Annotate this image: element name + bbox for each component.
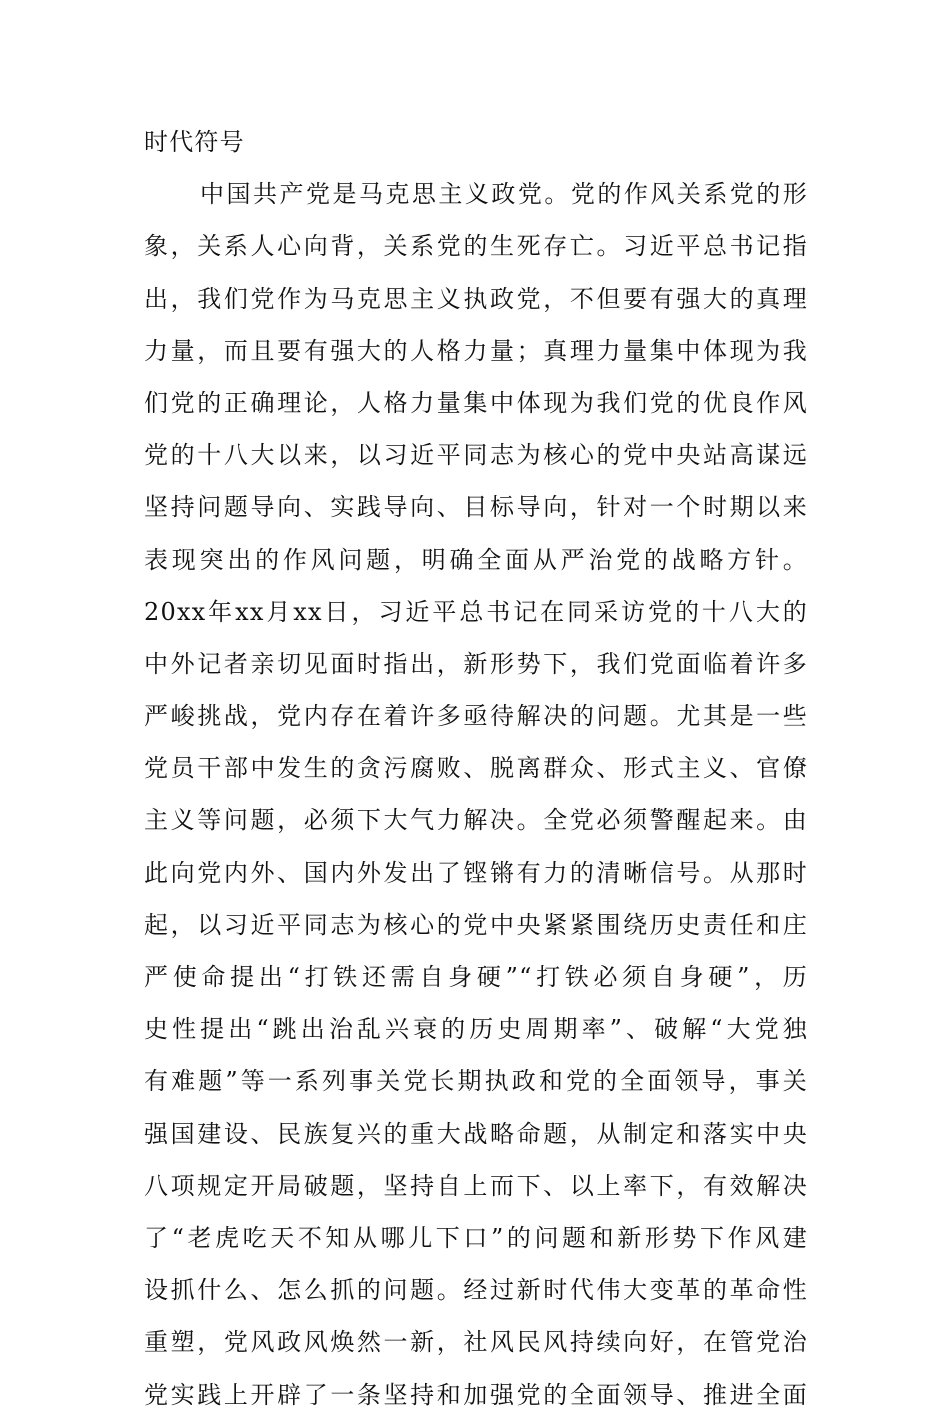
text-line: 中外记者亲切见面时指出，新形势下，我们党面临着许多 xyxy=(144,649,808,678)
text-line: 了“老虎吃天不知从哪儿下口”的问题和新形势下作风建 xyxy=(144,1223,808,1252)
text-line: 中国共产党是马克思主义政党。党的作风关系党的形 xyxy=(200,180,808,209)
text-line: 20xx年xx月xx日，习近平总书记在同采访党的十八大的 xyxy=(144,597,808,626)
text-line: 时代符号 xyxy=(144,128,245,156)
body-text xyxy=(144,116,808,1421)
text-line: 有难题”等一系列事关党长期执政和党的全面领导，事关 xyxy=(144,1067,808,1096)
text-line: 起，以习近平同志为核心的党中央紧紧围绕历史责任和庄 xyxy=(144,910,808,939)
text-line: 象，关系人心向背，关系党的生死存亡。习近平总书记指 xyxy=(144,232,808,261)
text-line: 党的十八大以来，以习近平同志为核心的党中央站高谋远 xyxy=(144,441,808,470)
text-line: 们党的正确理论，人格力量集中体现为我们党的优良作风 xyxy=(144,388,808,417)
text-line: 力量，而且要有强大的人格力量；真理力量集中体现为我 xyxy=(144,336,808,365)
text-line: 重塑，党风政风焕然一新，社风民风持续向好，在管党治 xyxy=(144,1328,808,1357)
text-line: 党员干部中发生的贪污腐败、脱离群众、形式主义、官僚 xyxy=(144,754,808,783)
text-line: 出，我们党作为马克思主义执政党，不但要有强大的真理 xyxy=(144,284,808,313)
text-line: 坚持问题导向、实践导向、目标导向，针对一个时期以来 xyxy=(144,493,808,522)
text-line: 强国建设、民族复兴的重大战略命题，从制定和落实中央 xyxy=(144,1119,808,1148)
text-line: 此向党内外、国内外发出了铿锵有力的清晰信号。从那时 xyxy=(144,858,808,887)
text-line: 主义等问题，必须下大气力解决。全党必须警醒起来。由 xyxy=(144,806,808,835)
text-line: 党实践上开辟了一条坚持和加强党的全面领导、推进全面 xyxy=(144,1380,808,1409)
text-line: 设抓什么、怎么抓的问题。经过新时代伟大变革的革命性 xyxy=(144,1276,808,1305)
text-line: 严峻挑战，党内存在着许多亟待解决的问题。尤其是一些 xyxy=(144,702,808,731)
text-line: 史性提出“跳出治乱兴衰的历史周期率”、破解“大党独 xyxy=(144,1015,808,1044)
text-line: 八项规定开局破题，坚持自上而下、以上率下，有效解决 xyxy=(144,1171,808,1200)
text-line: 严使命提出“打铁还需自身硬”“打铁必须自身硬”，历 xyxy=(144,963,808,991)
text-line: 表现突出的作风问题，明确全面从严治党的战略方针。 xyxy=(144,545,808,574)
